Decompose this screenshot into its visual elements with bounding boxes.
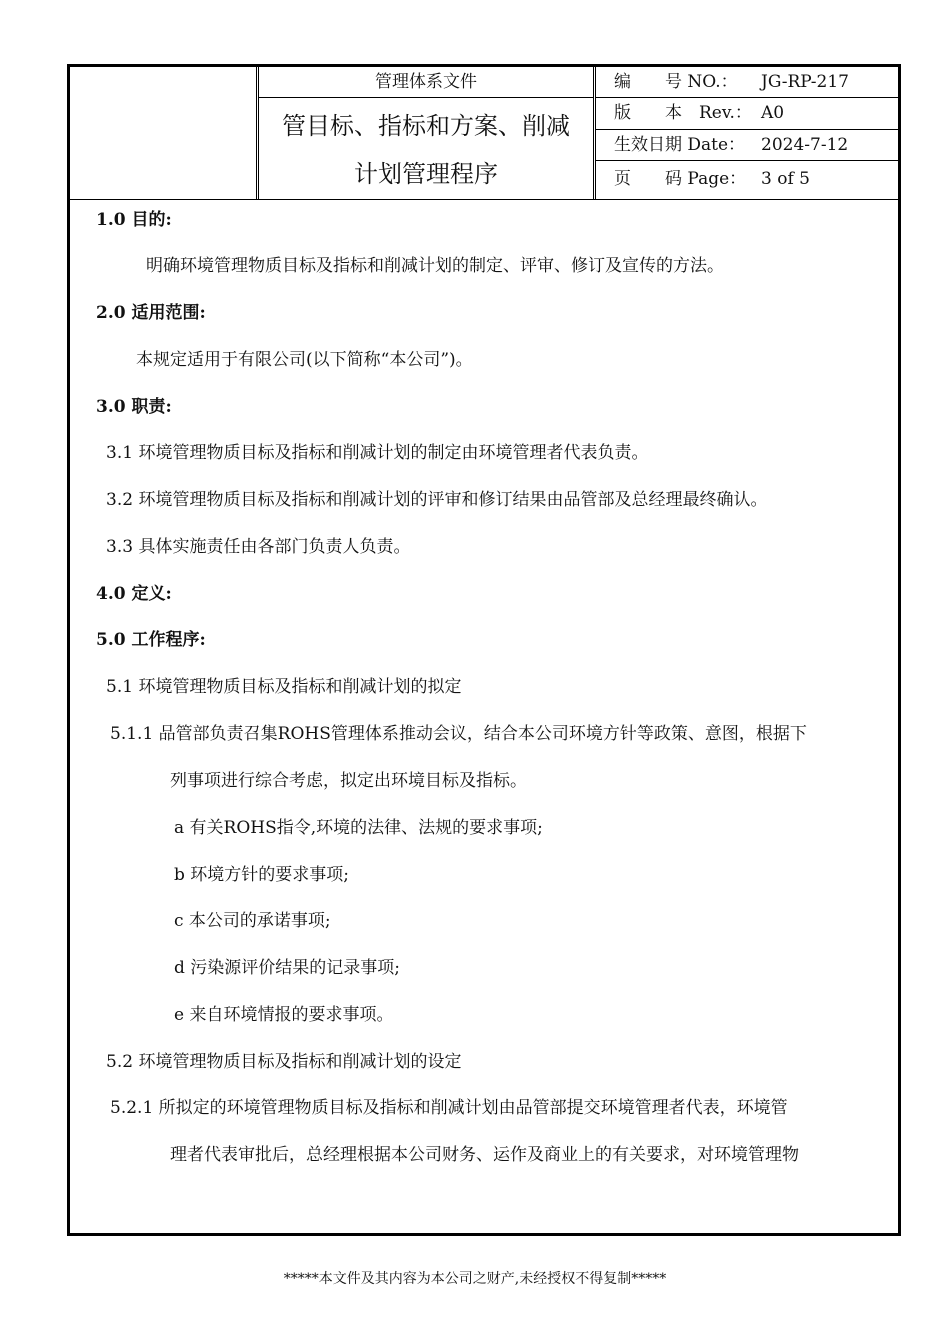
meta-cell	[596, 67, 898, 199]
paragraph: 3.1 环境管理物质目标及指标和削减计划的制定由环境管理者代表负责。	[106, 443, 649, 463]
meta-value: JG-RP-217	[761, 72, 849, 92]
paragraph: 5.2 环境管理物质目标及指标和削减计划的设定	[106, 1052, 462, 1072]
section-heading: 4.0 定义:	[96, 584, 172, 604]
section-heading: 1.0 目的:	[96, 210, 172, 230]
list-item: e 来自环境情报的要求事项。	[174, 1005, 394, 1025]
paragraph: 5.1 环境管理物质目标及指标和削减计划的拟定	[106, 677, 462, 697]
section-heading: 5.0 工作程序:	[96, 630, 206, 650]
confidentiality-footer: *****本文件及其内容为本公司之财产,未经授权不得复制*****	[283, 1271, 667, 1287]
title-cell	[259, 67, 596, 199]
document-title	[259, 98, 593, 198]
meta-row-page	[596, 161, 898, 201]
meta-label: 版 本 Rev.：	[614, 103, 752, 123]
list-item: c 本公司的承诺事项;	[174, 911, 331, 931]
paragraph: 3.2 环境管理物质目标及指标和削减计划的评审和修订结果由品管部及总经理最终确认。	[106, 490, 768, 510]
meta-label: 生效日期 Date：	[614, 135, 746, 155]
meta-row-number	[596, 67, 898, 98]
paragraph: 本规定适用于有限公司(以下简称“本公司”)。	[136, 350, 473, 370]
paragraph: 列事项进行综合考虑，拟定出环境目标及指标。	[170, 771, 527, 791]
title-line-1: 管目标、指标和方案、削减	[282, 112, 570, 140]
system-label: 管理体系文件	[259, 67, 593, 98]
meta-value: 3 of 5	[761, 169, 810, 189]
title-line-2: 计划管理程序	[354, 160, 498, 188]
list-item: d 污染源评价结果的记录事项;	[174, 958, 401, 978]
paragraph: 3.3 具体实施责任由各部门负责人负责。	[106, 537, 411, 557]
paragraph: 5.2.1 所拟定的环境管理物质目标及指标和削减计划由品管部提交环境管理者代表，环境管	[110, 1098, 788, 1118]
document-frame	[67, 64, 901, 1236]
list-item: b 环境方针的要求事项;	[174, 865, 350, 885]
paragraph: 理者代表审批后，总经理根据本公司财务、运作及商业上的有关要求，对环境管理物	[170, 1145, 799, 1165]
meta-label: 页 码 Page：	[614, 169, 747, 189]
section-heading: 3.0 职责:	[96, 397, 172, 417]
document-header	[70, 67, 898, 200]
meta-value: A0	[761, 103, 785, 123]
meta-label: 编 号 NO.：	[614, 72, 738, 92]
paragraph: 5.1.1 品管部负责召集ROHS管理体系推动会议，结合本公司环境方针等政策、意图，根据下	[110, 724, 807, 744]
logo-cell	[70, 67, 259, 199]
meta-row-date	[596, 130, 898, 161]
meta-value: 2024-7-12	[761, 135, 849, 155]
paragraph: 明确环境管理物质目标及指标和削减计划的制定、评审、修订及宣传的方法。	[146, 256, 724, 276]
section-heading: 2.0 适用范围:	[96, 303, 206, 323]
meta-row-revision	[596, 98, 898, 130]
list-item: a 有关ROHS指令,环境的法律、法规的要求事项;	[174, 818, 543, 838]
